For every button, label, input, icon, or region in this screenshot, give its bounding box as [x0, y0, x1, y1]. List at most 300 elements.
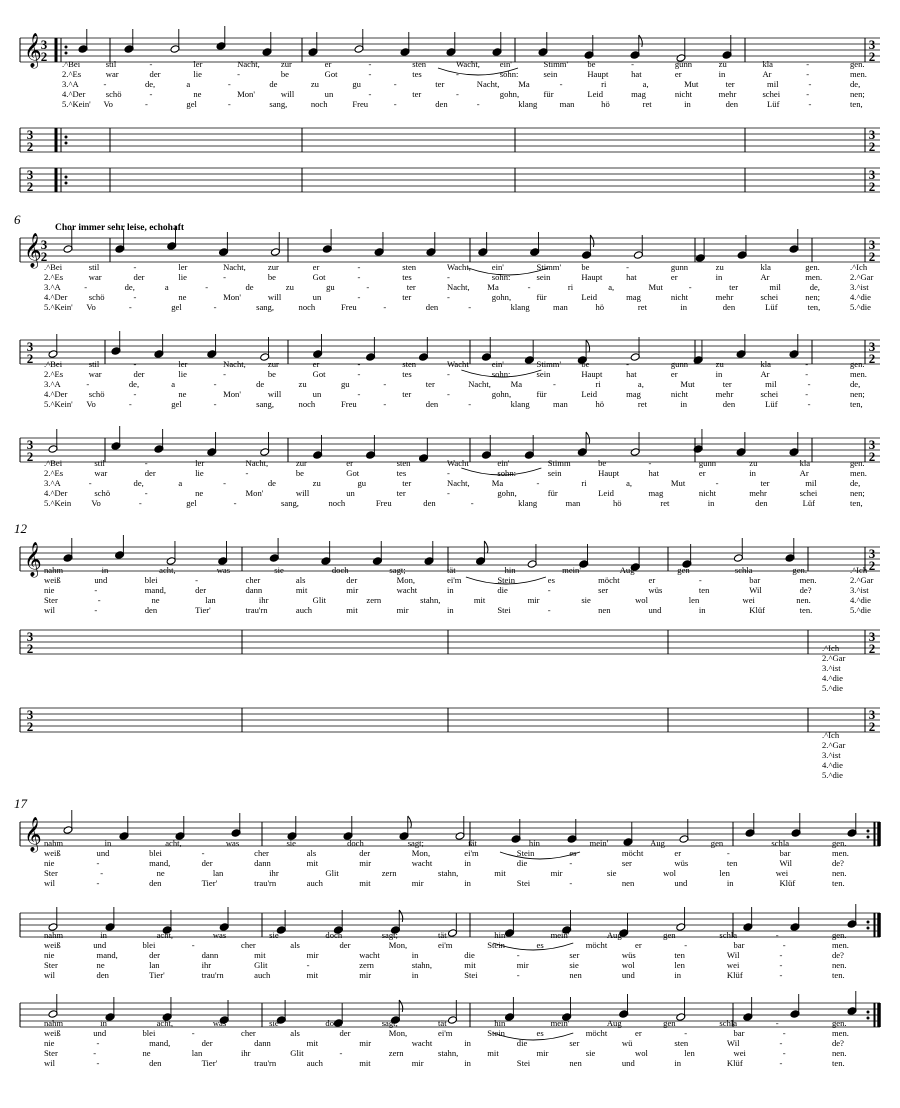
lyric-syllable: Nacht,: [237, 59, 260, 69]
lyric-syllable: sang,: [256, 399, 275, 409]
lyric-syllable: Stein: [516, 848, 535, 858]
lyric-hyphen: -: [357, 369, 361, 379]
measure-number: 12: [14, 521, 27, 536]
end-time-signature: [869, 629, 876, 656]
lyric-syllable: 2.^Gar: [850, 575, 874, 585]
lyric-syllable: 4.^Der: [44, 292, 68, 302]
lyric-syllable: zu: [715, 262, 724, 272]
lyric-hyphen: -: [782, 940, 786, 950]
lyric-syllable: schö: [94, 488, 111, 498]
lyric-syllable: hat: [648, 468, 659, 478]
lyric-syllable: noch: [298, 302, 316, 312]
lyric-syllable: ten,: [850, 498, 863, 508]
lyric-syllable: den: [722, 399, 736, 409]
lyric-syllable: auch: [306, 878, 323, 888]
lyric-syllable: den: [149, 1058, 162, 1068]
lyric-syllable: den: [435, 99, 448, 109]
lyric-syllable: stahn,: [438, 868, 459, 878]
lyric-syllable: ei'm: [438, 1028, 453, 1038]
lyric-line-1: [44, 458, 865, 468]
lyric-line-4: [44, 488, 865, 498]
time-signature-denominator: 2: [26, 719, 34, 734]
lyric-syllable: stil: [88, 262, 100, 272]
lyric-syllable: gu: [340, 379, 350, 389]
time-signature-numerator: 3: [40, 237, 48, 252]
lyric-syllable: tes: [402, 272, 412, 282]
lyric-syllable: de,: [124, 282, 135, 292]
lyric-line-5: [44, 605, 871, 615]
lyric-syllable: will: [280, 89, 295, 99]
lyric-line-1: [44, 930, 847, 940]
lyric-hyphen: -: [366, 282, 370, 292]
lyric-syllable: mir: [550, 868, 563, 878]
lyric-hyphen: -: [195, 575, 198, 585]
lyric-syllable: ler: [195, 458, 205, 468]
lyric-syllable: mag: [626, 389, 641, 399]
lyric-hyphen: -: [227, 79, 231, 89]
lyric-syllable: sagt;: [389, 565, 406, 575]
lyric-syllable: tes: [412, 69, 422, 79]
lyric-syllable: in: [101, 565, 109, 575]
lyric-syllable: hat: [626, 369, 637, 379]
lyric-syllable: Stei: [497, 605, 511, 615]
lyric-syllable: de: [245, 282, 254, 292]
lyric-syllable: Leid: [581, 389, 598, 399]
lyric-syllable: Mon': [223, 292, 241, 302]
lyric-syllable: ler: [193, 59, 203, 69]
lyric-syllable: ter: [435, 79, 445, 89]
lyric-syllable: den: [149, 878, 162, 888]
lyric-syllable: gohn,: [491, 292, 512, 302]
lyric-syllable: Leid: [587, 89, 604, 99]
repeat-dot: [867, 836, 870, 839]
slur: [493, 1033, 573, 1040]
lyric-syllable: man: [559, 99, 575, 109]
lyric-syllable: tät: [447, 565, 456, 575]
lyric-syllable: er: [674, 848, 682, 858]
lyric-syllable: der: [346, 575, 358, 585]
lyric-syllable: ten.: [832, 878, 845, 888]
lyric-syllable: ter: [425, 379, 435, 389]
lyric-syllable: be: [280, 69, 290, 79]
lyric-hyphen: -: [96, 858, 100, 868]
lyric-syllable: de: [256, 379, 265, 389]
lyric-hyphen: -: [191, 1028, 195, 1038]
lyric-syllable: was: [225, 838, 240, 848]
lyric-syllable: dann: [201, 950, 219, 960]
lyric-syllable: Aug: [606, 1018, 622, 1028]
lyric-syllable: mag: [626, 292, 641, 302]
lyric-syllable: schei: [760, 292, 779, 302]
lyric-syllable: dann: [245, 585, 263, 595]
repeat-dot: [867, 927, 870, 930]
lyric-hyphen: -: [86, 379, 90, 389]
lyric-syllable: stil: [88, 359, 100, 369]
lyric-syllable: 2.^Es: [44, 468, 64, 478]
lyric-syllable: in: [707, 498, 715, 508]
lyric-syllable: men.: [850, 468, 867, 478]
lyric-syllable: lan: [205, 595, 216, 605]
lyric-syllable: 5.^die: [822, 770, 843, 780]
lyric-hyphen: -: [779, 950, 783, 960]
lyric-syllable: mir: [359, 1038, 372, 1048]
lyric-syllable: dann: [254, 1038, 271, 1048]
lyric-syllable: in: [464, 858, 471, 868]
lyric-syllable: ler: [178, 359, 188, 369]
lyric-syllable: blei: [149, 848, 162, 858]
lyric-syllable: mein': [550, 1018, 570, 1028]
lyric-syllable: 4.^die: [822, 673, 843, 683]
lyric-syllable: der: [133, 369, 145, 379]
lyric-syllable: sagt;: [381, 930, 398, 940]
lyric-syllable: nen;: [850, 389, 865, 399]
lyric-syllable: ten,: [850, 399, 863, 409]
lyric-syllable: be: [581, 359, 590, 369]
lyric-hyphen: -: [133, 359, 137, 369]
lyric-syllable: nen.: [796, 595, 811, 605]
lyric-syllable: Tier': [149, 970, 165, 980]
lyric-syllable: Freu: [352, 99, 369, 109]
lyric-syllable: doch: [325, 930, 343, 940]
lyric-syllable: die: [516, 1038, 528, 1048]
lyric-syllable: sang,: [256, 302, 275, 312]
lyric-syllable: Ar: [760, 272, 770, 282]
lyric-hyphen: -: [808, 79, 812, 89]
lyric-syllable: nicht: [698, 488, 717, 498]
lyric-syllable: und: [621, 970, 635, 980]
lyric-syllable: ihr: [201, 960, 212, 970]
staff-4-3: [20, 991, 880, 1068]
lyric-hyphen: -: [133, 389, 137, 399]
lyric-syllable: de,: [850, 79, 861, 89]
lyric-syllable: ne: [178, 389, 187, 399]
lyric-line-4: [822, 673, 843, 683]
lyric-syllable: Lüf: [802, 498, 816, 508]
lyric-syllable: be: [598, 458, 607, 468]
lyric-syllable: a,: [626, 478, 633, 488]
lyric-syllable: Klüf: [726, 970, 743, 980]
lyric-line-1: [822, 643, 840, 653]
lyric-syllable: wacht: [411, 858, 433, 868]
lyric-syllable: mir: [306, 950, 319, 960]
lyric-syllable: nen: [598, 605, 611, 615]
lyric-syllable: ihr: [269, 868, 279, 878]
lyric-syllable: ne: [156, 868, 165, 878]
lyric-hyphen: -: [357, 292, 361, 302]
lyric-line-4: [44, 960, 847, 970]
lyric-line-1: [44, 262, 868, 272]
lyric-syllable: .^Ich: [850, 565, 868, 575]
lyric-syllable: er: [312, 262, 320, 272]
lyric-syllable: un: [312, 292, 322, 302]
lyric-syllable: 3.^ist: [822, 663, 841, 673]
lyric-syllable: mand,: [144, 585, 166, 595]
end-time-signature: [869, 339, 876, 366]
lyric-syllable: Nacht,: [223, 359, 246, 369]
lyric-syllable: er: [670, 272, 678, 282]
lyric-syllable: war: [94, 468, 108, 478]
lyric-syllable: sie: [286, 838, 297, 848]
lyric-syllable: in: [100, 930, 107, 940]
time-signature-denominator: 2: [868, 249, 876, 264]
lyric-syllable: man: [553, 302, 568, 312]
lyric-syllable: wei: [726, 960, 740, 970]
lyric-hyphen: -: [516, 970, 520, 980]
lyric-hyphen: -: [357, 262, 361, 272]
lyric-syllable: mil: [805, 478, 817, 488]
lyric-syllable: un: [346, 488, 355, 498]
lyric-hyphen: -: [468, 399, 472, 409]
lyric-hyphen: -: [775, 930, 779, 940]
lyric-syllable: Glit: [325, 868, 339, 878]
lyric-syllable: men.: [832, 940, 849, 950]
lyric-syllable: 3.^A: [44, 282, 61, 292]
lyric-syllable: in: [464, 1038, 471, 1048]
lyric-line-4: [44, 595, 871, 605]
lyric-syllable: Wacht: [447, 359, 469, 369]
lyric-syllable: Wil: [779, 858, 793, 868]
lyric-syllable: sang,: [269, 99, 288, 109]
lyric-syllable: len: [684, 1048, 695, 1058]
lyric-syllable: 3.^A: [62, 79, 79, 89]
lyric-syllable: be: [587, 59, 596, 69]
lyric-syllable: 2.^Es: [44, 369, 64, 379]
lyric-syllable: mir: [359, 970, 372, 980]
lyric-syllable: mand,: [96, 950, 118, 960]
lyric-syllable: lie: [178, 272, 187, 282]
lyric-syllable: nicht: [670, 389, 689, 399]
lyric-syllable: in: [447, 585, 454, 595]
lyric-syllable: Nacht,: [223, 262, 246, 272]
end-time-signature: [869, 127, 876, 154]
time-signature-denominator: 2: [40, 249, 48, 264]
lyric-syllable: mehr: [749, 488, 767, 498]
lyric-syllable: ri: [595, 379, 601, 389]
lyric-syllable: mir: [359, 858, 372, 868]
lyric-syllable: wol: [621, 960, 635, 970]
lyric-syllable: gen.: [832, 1018, 847, 1028]
lyric-syllable: schei: [760, 389, 779, 399]
lyric-syllable: will: [295, 488, 310, 498]
lyric-hyphen: -: [144, 488, 148, 498]
lyric-syllable: mein': [562, 565, 581, 575]
lyric-syllable: in: [698, 605, 706, 615]
lyric-syllable: Vo: [86, 302, 96, 312]
lyric-syllable: ten,: [850, 99, 863, 109]
slur: [500, 852, 580, 859]
lyric-line-5: [822, 770, 843, 780]
staff-2-3: [20, 426, 880, 508]
lyric-syllable: men.: [850, 69, 867, 79]
lyric-syllable: 4.^die: [850, 595, 871, 605]
lyric-hyphen: -: [805, 369, 809, 379]
lyric-syllable: wol: [635, 1048, 648, 1058]
lyric-syllable: Glit: [312, 595, 327, 605]
time-signature-numerator: 3: [26, 707, 34, 722]
lyric-syllable: Wacht: [447, 458, 469, 468]
time-signature-numerator: 3: [868, 237, 876, 252]
lyric-syllable: Klüf: [749, 605, 766, 615]
lyric-syllable: hin: [494, 1018, 506, 1028]
staff-3-3: [20, 707, 880, 780]
lyric-syllable: Haupt: [598, 468, 620, 478]
lyric-syllable: er: [670, 369, 678, 379]
lyric-syllable: nahm: [44, 838, 64, 848]
lyric-syllable: wacht: [359, 950, 380, 960]
time-signature-denominator: 2: [868, 719, 876, 734]
lyric-hyphen: -: [149, 59, 153, 69]
lyric-syllable: 4.^die: [850, 292, 871, 302]
lyric-hyphen: -: [726, 848, 730, 858]
lyric-syllable: sagt;: [407, 838, 424, 848]
lyric-syllable: blei: [144, 575, 158, 585]
lyric-syllable: .^Ich: [822, 730, 840, 740]
lyric-hyphen: -: [223, 272, 226, 282]
lyric-syllable: der: [133, 272, 145, 282]
lyric-syllable: Lüf: [767, 99, 780, 109]
lyric-syllable: möcht: [585, 940, 608, 950]
lyric-syllable: sein: [536, 369, 551, 379]
lyric-hyphen: -: [393, 79, 397, 89]
lyric-syllable: ten: [674, 950, 685, 960]
lyric-syllable: hin: [494, 930, 506, 940]
lyric-line-1: [44, 565, 868, 575]
lyric-syllable: len: [674, 960, 685, 970]
lyric-syllable: und: [648, 605, 662, 615]
system-4: [14, 796, 880, 1068]
repeat-dot: [867, 830, 870, 833]
lyric-syllable: be: [295, 468, 304, 478]
lyric-syllable: mir: [527, 595, 540, 605]
system-3: [14, 521, 880, 780]
lyric-syllable: bar: [733, 1028, 745, 1038]
lyric-syllable: 4.^die: [822, 760, 843, 770]
time-signature-numerator: 3: [868, 546, 876, 561]
lyric-syllable: a,: [637, 379, 644, 389]
lyric-syllable: .^Bei: [44, 359, 63, 369]
lyric-syllable: Mon': [245, 488, 264, 498]
lyric-syllable: hat: [631, 69, 642, 79]
lyric-hyphen: -: [201, 848, 205, 858]
lyric-syllable: ter: [725, 79, 735, 89]
lyric-syllable: Nacht,: [447, 478, 470, 488]
lyric-line-2: [44, 468, 867, 478]
lyric-syllable: cher: [241, 1028, 256, 1038]
lyric-syllable: in: [715, 369, 723, 379]
lyric-syllable: stil: [94, 458, 105, 468]
lyric-syllable: men.: [799, 575, 817, 585]
lyric-syllable: als: [290, 1028, 300, 1038]
lyric-syllable: ne: [151, 595, 160, 605]
lyric-syllable: mehr: [715, 389, 734, 399]
lyric-syllable: wüs: [621, 950, 636, 960]
lyric-syllable: in: [100, 1018, 107, 1028]
lyric-syllable: mir: [411, 1058, 424, 1068]
lyric-syllable: den: [755, 498, 768, 508]
lyric-line-4: [44, 292, 871, 302]
lyric-syllable: 5.^die: [850, 605, 871, 615]
lyric-syllable: Wacht,: [456, 59, 480, 69]
note-flag: [399, 1000, 403, 1012]
lyric-syllable: sten: [402, 262, 417, 272]
lyric-syllable: ler: [178, 262, 188, 272]
lyric-syllable: Leid: [581, 292, 598, 302]
lyric-syllable: trau'rn: [245, 605, 268, 615]
lyric-syllable: zu: [749, 458, 758, 468]
lyric-line-2: [822, 740, 845, 750]
lyric-syllable: Tier': [201, 1058, 218, 1068]
lyric-syllable: klang: [518, 498, 538, 508]
lyric-syllable: die: [516, 858, 528, 868]
lyric-syllable: Vo: [86, 399, 96, 409]
lyric-syllable: zu: [715, 359, 724, 369]
lyric-syllable: er: [635, 1028, 642, 1038]
treble-clef-icon: 𝄞: [24, 817, 42, 852]
lyric-line-2: [44, 940, 849, 950]
lyric-line-5: [62, 99, 863, 109]
lyric-syllable: Mon,: [411, 848, 431, 858]
lyric-line-3: [822, 663, 841, 673]
lyric-syllable: gel: [171, 399, 182, 409]
lyric-hyphen: -: [805, 389, 809, 399]
lyric-hyphen: -: [569, 878, 573, 888]
lyric-syllable: kla: [799, 458, 811, 468]
lyric-syllable: zu: [298, 379, 307, 389]
lyric-syllable: mag: [631, 89, 646, 99]
lyric-syllable: mir: [516, 960, 529, 970]
lyric-syllable: Stein: [497, 575, 516, 585]
lyric-syllable: tät: [438, 930, 447, 940]
lyric-hyphen: -: [205, 282, 209, 292]
lyric-syllable: sie: [585, 1048, 596, 1058]
lyric-syllable: möcht: [598, 575, 620, 585]
time-signature-denominator: 2: [26, 449, 34, 464]
lyric-syllable: Freu: [375, 498, 392, 508]
lyric-syllable: sten: [412, 59, 427, 69]
lyric-hyphen: -: [684, 1028, 688, 1038]
lyric-hyphen: -: [688, 282, 692, 292]
lyric-hyphen: -: [97, 595, 101, 605]
lyric-syllable: den: [425, 302, 439, 312]
lyric-syllable: wol: [635, 595, 648, 605]
lyric-syllable: 2.^Es: [62, 69, 82, 79]
lyric-syllable: .^Bei: [62, 59, 81, 69]
lyric-syllable: sten: [402, 359, 417, 369]
time-signature-numerator: 3: [26, 167, 34, 182]
lyric-syllable: 2.^Gar: [850, 272, 874, 282]
lyric-syllable: mir: [536, 1048, 549, 1058]
time-signature-denominator: 2: [26, 139, 34, 154]
lyric-syllable: Stein: [487, 1028, 505, 1038]
lyric-syllable: trau'rn: [201, 970, 224, 980]
staff-4-1: [20, 810, 880, 888]
lyric-syllable: wei: [733, 1048, 746, 1058]
time-signature-denominator: 2: [868, 449, 876, 464]
lyric-syllable: als: [306, 848, 317, 858]
lyric-syllable: gen: [677, 565, 690, 575]
lyric-syllable: wil: [44, 878, 55, 888]
lyric-syllable: der: [339, 940, 351, 950]
lyric-syllable: mit: [464, 960, 476, 970]
lyric-syllable: den: [425, 399, 439, 409]
lyric-syllable: hö: [595, 302, 605, 312]
lyric-line-4: [822, 760, 843, 770]
lyric-syllable: nie: [44, 585, 55, 595]
repeat-dot: [867, 1017, 870, 1020]
lyric-syllable: wü: [621, 1038, 633, 1048]
lyric-syllable: mand,: [149, 858, 171, 868]
lyric-hyphen: -: [447, 292, 450, 302]
